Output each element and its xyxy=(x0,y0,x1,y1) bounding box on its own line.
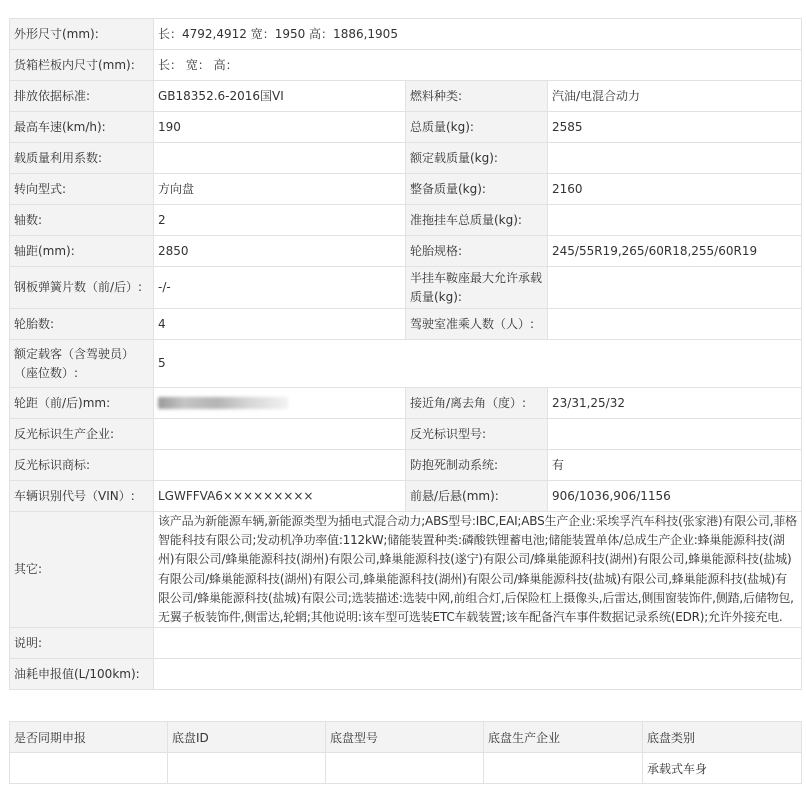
notes-value xyxy=(154,628,802,659)
trailer-mass-value xyxy=(548,205,802,236)
chassis-header-type: 底盘类别 xyxy=(643,722,802,753)
cargo-box-label: 货箱栏板内尺寸(mm): xyxy=(10,50,154,81)
leaf-springs-value: -/- xyxy=(154,267,406,309)
other-value: 该产品为新能源车辆,新能源类型为插电式混合动力;ABS型号:IBC,EAI;ABS生产企业:采埃孚汽车科技(张家港)有限公司,菲格智能科技有限公司;发动机净功率值:112kW;储能装置种类:磷酸铁锂蓄电池;储能装置单体/总成生产企业:蜂巢能源科技(湖州)有限公司/蜂巢能源科技(湖州)有限公司,蜂巢能源科技(遂宁)有限公司/蜂巢能源科技(湖州)有限公司,蜂巢能源科技(盐城)有限公司/蜂巢能源科技(湖州)有限公司,蜂巢能源科技(湖州)有限公司/蜂巢能源科技(盐城)有限公司,蜂巢能源科技(盐城)有限公司/蜂巢能源科技(盐城)有限公司;选装描述:选装中网,前组合灯,后保险杠上摄像头,后雷达,侧围窗装饰件,侧踏,后储物包,无翼子板装饰件,侧雷达,轮辋;其他说明:该车型可选装ETC车载装置;该车配备汽车事件数据记录系统(EDR);允许外接充电. xyxy=(154,512,802,628)
dimensions-label: 外形尺寸(mm): xyxy=(10,19,154,50)
steering-value: 方向盘 xyxy=(154,174,406,205)
tire-spec-label: 轮胎规格: xyxy=(406,236,548,267)
seats-value: 5 xyxy=(154,340,802,388)
reflector-maker-value xyxy=(154,419,406,450)
dimensions-value: 长：4792,4912 宽：1950 高：1886,1905 xyxy=(154,19,802,50)
reflector-brand-label: 反光标识商标: xyxy=(10,450,154,481)
chassis-table xyxy=(9,721,802,784)
leaf-springs-label: 钢板弹簧片数（前/后）: xyxy=(10,267,154,309)
overhang-value: 906/1036,906/1156 xyxy=(548,481,802,512)
track-value xyxy=(154,388,406,419)
overhang-label: 前悬/后悬(mm): xyxy=(406,481,548,512)
cargo-box-value: 长： 宽： 高： xyxy=(154,50,802,81)
emission-label: 排放依据标准: xyxy=(10,81,154,112)
tires-value: 4 xyxy=(154,309,406,340)
chassis-header-model: 底盘型号 xyxy=(326,722,484,753)
curb-mass-value: 2160 xyxy=(548,174,802,205)
chassis-cell-concurrent xyxy=(10,753,168,784)
gross-mass-value: 2585 xyxy=(548,112,802,143)
other-label: 其它: xyxy=(10,512,154,628)
chassis-header-maker: 底盘生产企业 xyxy=(484,722,643,753)
spec-table xyxy=(9,18,802,690)
load-util-value xyxy=(154,143,406,174)
axles-label: 轴数: xyxy=(10,205,154,236)
reflector-maker-label: 反光标识生产企业: xyxy=(10,419,154,450)
vin-label: 车辆识别代号（VIN）: xyxy=(10,481,154,512)
fuel-value: 汽油/电混合动力 xyxy=(548,81,802,112)
max-speed-label: 最高车速(km/h): xyxy=(10,112,154,143)
abs-label: 防抱死制动系统: xyxy=(406,450,548,481)
reflector-model-value xyxy=(548,419,802,450)
saddle-mass-value xyxy=(548,267,802,309)
fuel-consumption-value xyxy=(154,659,802,690)
emission-value: GB18352.6-2016国VI xyxy=(154,81,406,112)
chassis-header-concurrent: 是否同期申报 xyxy=(10,722,168,753)
seats-label: 额定载客（含驾驶员）（座位数）: xyxy=(10,340,154,388)
fuel-consumption-label: 油耗申报值(L/100km): xyxy=(10,659,154,690)
cab-passengers-value xyxy=(548,309,802,340)
reflector-model-label: 反光标识型号: xyxy=(406,419,548,450)
track-label: 轮距（前/后)mm: xyxy=(10,388,154,419)
chassis-cell-id xyxy=(168,753,326,784)
rated-load-value xyxy=(548,143,802,174)
axles-value: 2 xyxy=(154,205,406,236)
tire-spec-value: 245/55R19,265/60R18,255/60R19 xyxy=(548,236,802,267)
chassis-header-id: 底盘ID xyxy=(168,722,326,753)
chassis-cell-model xyxy=(326,753,484,784)
notes-label: 说明: xyxy=(10,628,154,659)
wheelbase-label: 轴距(mm): xyxy=(10,236,154,267)
wheelbase-value: 2850 xyxy=(154,236,406,267)
gross-mass-label: 总质量(kg): xyxy=(406,112,548,143)
cab-passengers-label: 驾驶室准乘人数（人）: xyxy=(406,309,548,340)
steering-label: 转向型式: xyxy=(10,174,154,205)
reflector-brand-value xyxy=(154,450,406,481)
max-speed-value: 190 xyxy=(154,112,406,143)
abs-value: 有 xyxy=(548,450,802,481)
load-util-label: 载质量利用系数: xyxy=(10,143,154,174)
tires-label: 轮胎数: xyxy=(10,309,154,340)
rated-load-label: 额定载质量(kg): xyxy=(406,143,548,174)
fuel-label: 燃料种类: xyxy=(406,81,548,112)
curb-mass-label: 整备质量(kg): xyxy=(406,174,548,205)
redacted-blur xyxy=(158,397,288,409)
chassis-cell-type: 承载式车身 xyxy=(643,753,802,784)
saddle-mass-label: 半挂车鞍座最大允许承载质量(kg): xyxy=(406,267,548,309)
chassis-cell-maker xyxy=(484,753,643,784)
vin-value: LGWFFVA6××××××××× xyxy=(154,481,406,512)
angles-value: 23/31,25/32 xyxy=(548,388,802,419)
trailer-mass-label: 准拖挂车总质量(kg): xyxy=(406,205,548,236)
angles-label: 接近角/离去角（度）: xyxy=(406,388,548,419)
